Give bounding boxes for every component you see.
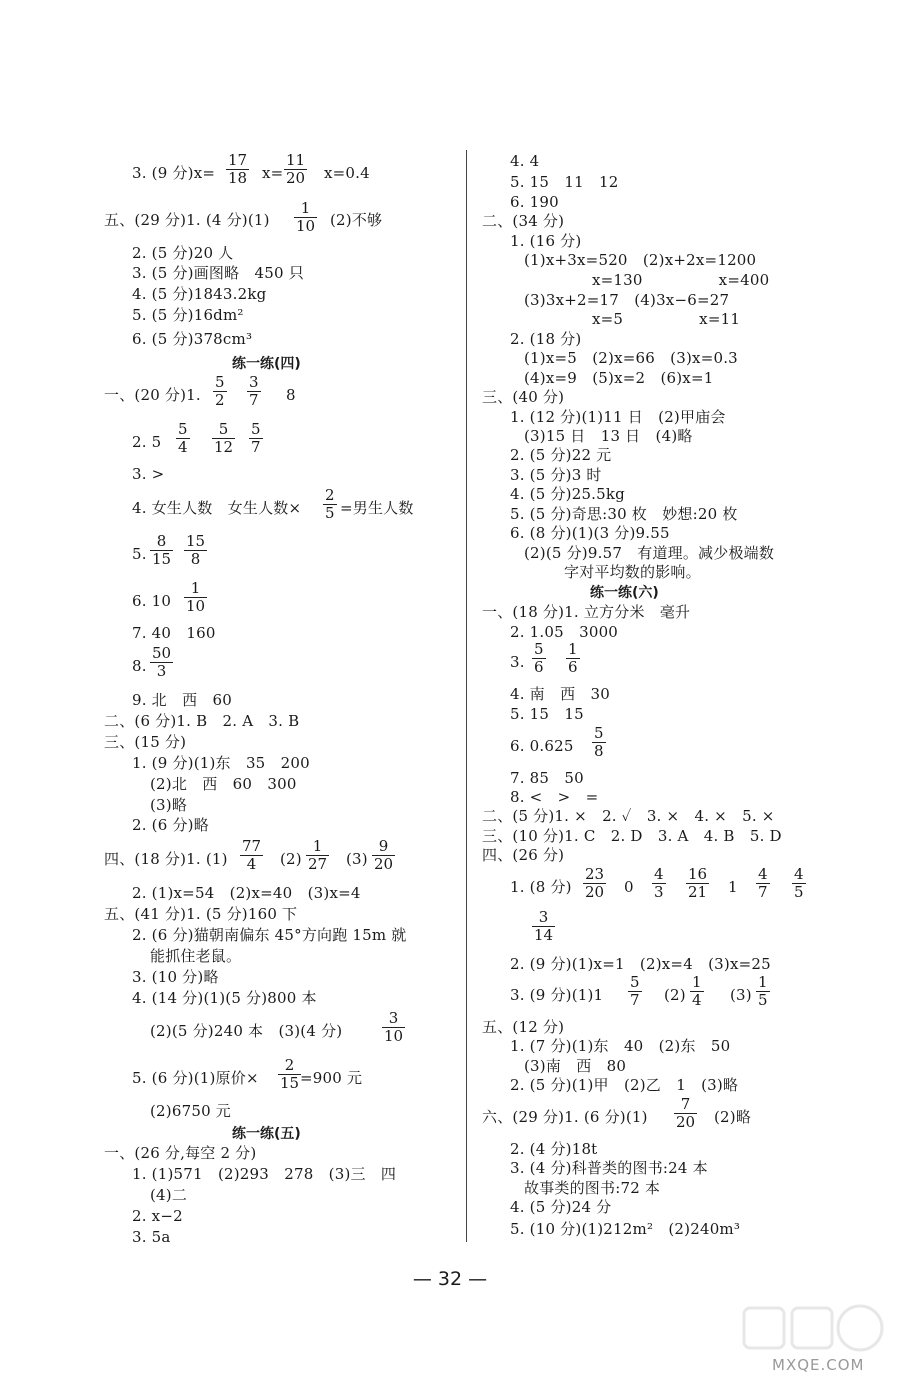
- section-line: 一、(18 分)1. 立方分米 毫升: [482, 603, 691, 621]
- answer-line: 2. (18 分): [510, 330, 582, 348]
- watermark-text: MXQE.COM: [772, 1356, 865, 1374]
- fraction: $\frac{7}{20}$: [676, 1095, 696, 1131]
- section-line: 一、(20 分)1.: [104, 386, 201, 404]
- answer-line: 5. (5 分)奇思:30 枚 妙想:20 枚: [510, 505, 738, 523]
- answer-line: 8.: [132, 657, 147, 675]
- answer-line: 2. x−2: [132, 1207, 183, 1225]
- fraction: $\frac{5}{7}$: [630, 973, 640, 1009]
- section-title: 练一练(五): [232, 1126, 301, 1142]
- section-line: 六、(29 分)1. (6 分)(1): [482, 1108, 648, 1126]
- fraction: $\frac{5}{7}$: [251, 420, 261, 456]
- section-title: 练一练(四): [232, 356, 301, 372]
- answer-line: 3. (10 分)略: [132, 968, 219, 986]
- fraction: $\frac{1}{27}$: [308, 837, 328, 873]
- answer-line: x=0.4: [324, 164, 370, 182]
- answer-line: 1: [728, 878, 738, 896]
- fraction: $\frac{50}{3}$: [152, 644, 172, 680]
- answer-line: (3)3x+2=17 (4)3x−6=27: [524, 291, 730, 309]
- answer-line: 4. (5 分)25.5kg: [510, 485, 625, 503]
- answer-line: 6. (8 分)(1)(3 分)9.55: [510, 524, 670, 542]
- section-line: 五、(29 分)1. (4 分)(1): [104, 211, 270, 229]
- answer-line: 字对平均数的影响。: [564, 563, 701, 581]
- answer-line: 3. >: [132, 465, 165, 483]
- fraction: $\frac{11}{20}$: [286, 151, 306, 187]
- fraction: $\frac{77}{4}$: [242, 837, 262, 873]
- fraction: $\frac{4}{5}$: [794, 865, 804, 901]
- fraction: $\frac{3}{7}$: [249, 373, 259, 409]
- answer-line: 5.: [132, 545, 147, 563]
- section-line: 三、(40 分): [482, 388, 565, 406]
- answer-line: x=130 x=400: [592, 271, 770, 289]
- fraction: $\frac{2}{15}$: [280, 1056, 300, 1092]
- answer-line: (3): [346, 850, 368, 868]
- answer-line: (4)二: [150, 1186, 188, 1204]
- answer-line: (3)15 日 13 日 (4)略: [524, 427, 693, 445]
- answer-line: 2. 5: [132, 433, 162, 451]
- answer-line: 3.: [510, 653, 525, 671]
- fraction: $\frac{1}{10}$: [296, 199, 316, 235]
- answer-line: 6. (5 分)378cm³: [132, 330, 253, 348]
- answer-line: 4. (14 分)(1)(5 分)800 本: [132, 989, 317, 1007]
- answer-line: =900 元: [300, 1069, 363, 1087]
- fraction: $\frac{5}{4}$: [178, 420, 188, 456]
- section-line: 五、(12 分): [482, 1018, 565, 1036]
- answer-line: (2)略: [714, 1108, 752, 1126]
- answer-line: (2)(5 分)240 本 (3)(4 分): [150, 1022, 343, 1040]
- column-divider: [466, 150, 467, 1242]
- page-number: — 32 —: [412, 1268, 488, 1290]
- answer-line: (2): [280, 850, 302, 868]
- answer-line: 2. (6 分)略: [132, 816, 209, 834]
- answer-line: 6. 0.625: [510, 737, 574, 755]
- answer-line: x=5 x=11: [592, 310, 741, 328]
- answer-line: 2. (5 分)(1)甲 (2)乙 1 (3)略: [510, 1076, 739, 1094]
- answer-line: x=: [262, 164, 284, 182]
- answer-line: 2. (1)x=54 (2)x=40 (3)x=4: [132, 884, 361, 902]
- answer-line: 0: [624, 878, 634, 896]
- fraction: $\frac{4}{7}$: [758, 865, 768, 901]
- fraction: $\frac{23}{20}$: [585, 865, 605, 901]
- answer-line: (3): [730, 986, 752, 1004]
- section-line: 三、(15 分): [104, 733, 187, 751]
- answer-line: 4. 女生人数 女生人数×: [132, 499, 302, 517]
- answer-line: (2)北 西 60 300: [150, 775, 297, 793]
- answer-line: 5. (6 分)(1)原价×: [132, 1069, 259, 1087]
- fraction: $\frac{1}{4}$: [692, 973, 702, 1009]
- fraction: $\frac{5}{12}$: [214, 420, 234, 456]
- answer-line: 6. 10: [132, 592, 172, 610]
- answer-line: 1. (1)571 (2)293 278 (3)三 四: [132, 1165, 397, 1183]
- answer-line: (3)南 西 80: [524, 1057, 627, 1075]
- answer-line: (2)6750 元: [150, 1102, 231, 1120]
- answer-line: 2. (6 分)猫朝南偏东 45°方向跑 15m 就: [132, 926, 407, 944]
- answer-line: 2. (4 分)18t: [510, 1140, 598, 1158]
- answer-line: 4. 南 西 30: [510, 685, 610, 703]
- answer-line: 2. (9 分)(1)x=1 (2)x=4 (3)x=25: [510, 955, 771, 973]
- answer-line: 3. (5 分)画图略 450 只: [132, 264, 304, 282]
- answer-line: 3. (9 分)x=: [132, 164, 216, 182]
- answer-line: 4. (5 分)24 分: [510, 1198, 612, 1216]
- answer-line: 6. 190: [510, 193, 559, 211]
- fraction: $\frac{5}{8}$: [594, 724, 604, 760]
- section-line: 四、(26 分): [482, 846, 565, 864]
- answer-line: (3)略: [150, 796, 188, 814]
- answer-line: 3. 5a: [132, 1228, 171, 1246]
- answer-line: (1)x+3x=520 (2)x+2x=1200: [524, 251, 757, 269]
- fraction: $\frac{1}{10}$: [186, 579, 206, 615]
- answer-line: 1. (12 分)(1)11 日 (2)甲庙会: [510, 408, 726, 426]
- section-line: 二、(6 分)1. B 2. A 3. B: [104, 712, 300, 730]
- section-line: 二、(5 分)1. × 2. ✓ 3. × 4. × 5. ×: [482, 807, 775, 825]
- answer-line: 1. (9 分)(1)东 35 200: [132, 754, 310, 772]
- answer-line: 5. (5 分)16dm²: [132, 306, 244, 324]
- fraction: $\frac{8}{15}$: [152, 532, 172, 568]
- answer-line: (2)不够: [330, 211, 383, 229]
- fraction: $\frac{5}{6}$: [534, 640, 544, 676]
- section-line: 一、(26 分,每空 2 分): [104, 1144, 257, 1162]
- section-line: 二、(34 分): [482, 212, 565, 230]
- answer-line: 5. 15 11 12: [510, 173, 619, 191]
- answer-line: 9. 北 西 60: [132, 691, 232, 709]
- fraction: $\frac{5}{2}$: [215, 373, 225, 409]
- section-line: 四、(18 分)1. (1): [104, 850, 228, 868]
- section-line: 五、(41 分)1. (5 分)160 下: [104, 905, 298, 923]
- answer-line: 2. (5 分)20 人: [132, 244, 234, 262]
- fraction: $\frac{16}{21}$: [688, 865, 708, 901]
- section-title: 练一练(六): [590, 585, 659, 601]
- answer-line: 1. (16 分): [510, 232, 582, 250]
- answer-line: 1. (8 分): [510, 878, 572, 896]
- fraction: $\frac{9}{20}$: [374, 837, 394, 873]
- answer-line: 故事类的图书:72 本: [524, 1179, 661, 1197]
- fraction: $\frac{4}{3}$: [654, 865, 664, 901]
- answer-line: 3. (5 分)3 时: [510, 466, 602, 484]
- fraction: $\frac{15}{8}$: [186, 532, 206, 568]
- answer-line: (1)x=5 (2)x=66 (3)x=0.3: [524, 349, 738, 367]
- answer-line: 4. (5 分)1843.2kg: [132, 285, 267, 303]
- answer-line: 能抓住老鼠。: [150, 947, 242, 965]
- fraction: $\frac{2}{5}$: [325, 486, 335, 522]
- answer-line: 2. (5 分)22 元: [510, 446, 612, 464]
- fraction: $\frac{3}{14}$: [534, 908, 554, 944]
- answer-line: (2): [664, 986, 686, 1004]
- fraction: $\frac{1}{6}$: [568, 640, 578, 676]
- fraction: $\frac{17}{18}$: [228, 151, 248, 187]
- fraction: $\frac{1}{5}$: [758, 973, 768, 1009]
- answer-line: 7. 85 50: [510, 769, 584, 787]
- answer-line: 5. 15 15: [510, 705, 584, 723]
- section-line: 三、(10 分)1. C 2. D 3. A 4. B 5. D: [482, 827, 782, 845]
- answer-line: 3. (9 分)(1)1: [510, 986, 604, 1004]
- answer-line: 7. 40 160: [132, 624, 216, 642]
- answer-line: 1. (7 分)(1)东 40 (2)东 50: [510, 1037, 731, 1055]
- answer-line: 2. 1.05 3000: [510, 623, 619, 641]
- answer-line: 4. 4: [510, 152, 540, 170]
- answer-line: (2)(5 分)9.57 有道理。减少极端数: [524, 544, 775, 562]
- answer-line: =男生人数: [340, 499, 414, 517]
- answer-line: (4)x=9 (5)x=2 (6)x=1: [524, 369, 714, 387]
- answer-line: 8: [286, 386, 296, 404]
- answer-line: 8. < > =: [510, 788, 599, 806]
- answer-line: 5. (10 分)(1)212m² (2)240m³: [510, 1220, 741, 1238]
- answer-line: 3. (4 分)科普类的图书:24 本: [510, 1159, 708, 1177]
- fraction: $\frac{3}{10}$: [384, 1009, 404, 1045]
